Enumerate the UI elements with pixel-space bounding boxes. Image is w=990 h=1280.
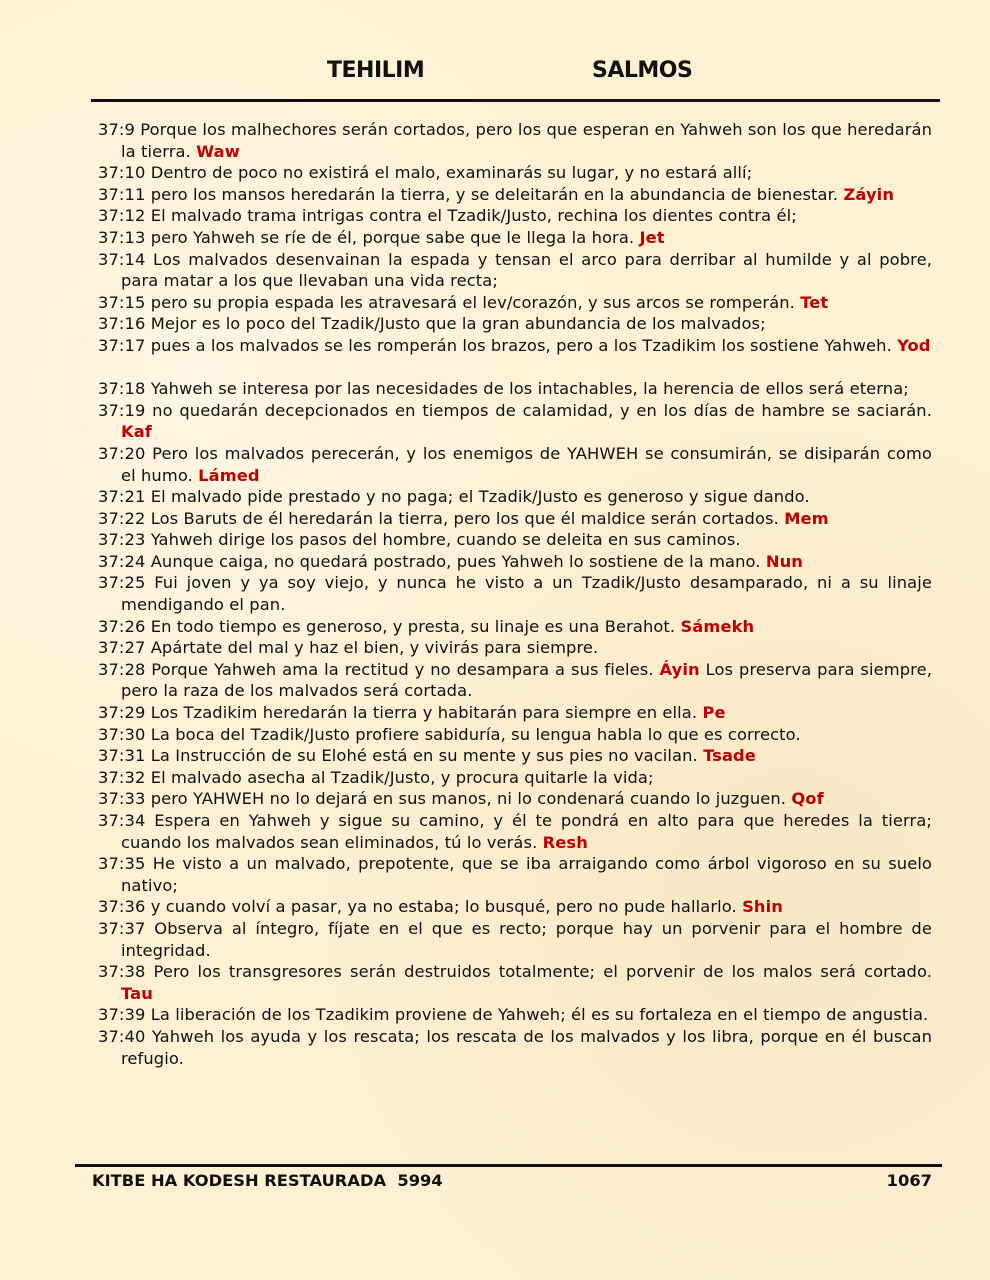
- verse: [98, 659, 932, 702]
- verse: [98, 292, 932, 314]
- verse-text: 37:33 pero YAHWEH no lo dejará en sus manos, ni lo condenará cuando lo juzguen.: [98, 789, 787, 809]
- verse-text: 37:17 pues a los malvados se les romperán los brazos, pero a los Tzadikim los sostiene Yahweh.: [98, 335, 892, 355]
- verse-text: 37:15 pero su propia espada les atravesará el lev/corazón, y sus arcos se romperán.: [98, 292, 795, 312]
- hebrew-letter-marker: Sámekh: [680, 616, 755, 636]
- verse: [98, 443, 932, 486]
- verse-text: 37:9 Porque los malhechores serán cortados, pero los que esperan en Yahweh son los que heredarán la tierra.: [98, 120, 932, 161]
- verse-text: 37:14 Los malvados desenvainan la espada y tensan el arco para derribar al humilde y al pobre, para matar a los que llevaban una vida recta;: [98, 249, 932, 291]
- hebrew-letter-marker: Kaf: [121, 422, 152, 442]
- verse-text: 37:27 Apártate del mal y haz el bien, y vivirás para siempre.: [98, 638, 599, 658]
- verse: [98, 335, 932, 357]
- hebrew-letter-marker: Pe: [702, 703, 726, 723]
- verse-text: 37:28 Porque Yahweh ama la rectitud y no desampara a sus fieles.: [98, 659, 654, 679]
- hebrew-letter-marker: Lámed: [198, 465, 260, 485]
- verse-text: 37:16 Mejor es lo poco del Tzadik/Justo que la gran abundancia de los malvados;: [98, 314, 766, 334]
- hebrew-letter-marker: Tau: [121, 983, 153, 1003]
- verse: [98, 551, 932, 573]
- verse: [98, 227, 932, 249]
- verse-text: 37:38 Pero los transgresores serán destruidos totalmente; el porvenir de los malos será cortado.: [98, 962, 932, 982]
- verse-text: 37:40 Yahweh los ayuda y los rescata; los rescata de los malvados y los libra, porque en él buscan refugio.: [98, 1026, 932, 1068]
- verse: [98, 162, 932, 184]
- verse-text: 37:34 Espera en Yahweh y sigue su camino, y él te pondrá en alto para que heredes la tierra; cuando los malvados sean eliminados, tú lo verás.: [98, 811, 932, 852]
- paragraph-gap: [98, 357, 932, 379]
- verse: [98, 119, 932, 162]
- verse-text: 37:21 El malvado pide prestado y no paga; el Tzadik/Justo es generoso y sigue dando.: [98, 487, 810, 507]
- verse: [98, 810, 932, 853]
- verse: [98, 378, 932, 400]
- hebrew-letter-marker: Tet: [800, 292, 829, 312]
- verse-text: 37:25 Fui joven y ya soy viejo, y nunca he visto a un Tzadik/Justo desamparado, ni a su linaje mendigando el pan.: [98, 573, 932, 615]
- page-header: [0, 58, 990, 92]
- verse-text: 37:32 El malvado asecha al Tzadik/Justo, y procura quitarle la vida;: [98, 767, 654, 787]
- verse-text-continued: Los preserva para siempre, pero la raza de los malvados será cortada.: [121, 659, 932, 701]
- verse: [98, 1026, 932, 1069]
- verse-text: 37:18 Yahweh se interesa por las necesidades de los intachables, la herencia de ellos será eterna;: [98, 379, 909, 399]
- verse: [98, 896, 932, 918]
- verse: [98, 313, 932, 335]
- verse-text: 37:11 pero los mansos heredarán la tierra, y se deleitarán en la abundancia de bienestar.: [98, 184, 839, 204]
- verse: [98, 724, 932, 746]
- verse: [98, 745, 932, 767]
- hebrew-letter-marker: Záyin: [843, 184, 895, 204]
- verse-text: 37:12 El malvado trama intrigas contra el Tzadik/Justo, rechina los dientes contra él;: [98, 206, 797, 226]
- footer-book-title: KITBE HA KODESH RESTAURADA 5994: [92, 1171, 443, 1190]
- verse-text: 37:13 pero Yahweh se ríe de él, porque sabe que le llega la hora.: [98, 227, 635, 247]
- verse-text: 37:24 Aunque caiga, no quedará postrado, pues Yahweh lo sostiene de la mano.: [98, 551, 761, 571]
- hebrew-letter-marker: Tsade: [703, 746, 756, 766]
- verse: [98, 249, 932, 292]
- verse-text: 37:36 y cuando volví a pasar, ya no estaba; lo busqué, pero no pude hallarlo.: [98, 897, 737, 917]
- verse: [98, 184, 932, 206]
- verse-text: 37:19 no quedarán decepcionados en tiempos de calamidad, y en los días de hambre se saciarán.: [98, 400, 932, 420]
- hebrew-letter-marker: Mem: [784, 508, 829, 528]
- header-rule: [91, 99, 940, 102]
- verse-text: 37:23 Yahweh dirige los pasos del hombre, cuando se deleita en sus caminos.: [98, 530, 741, 550]
- verse: [98, 400, 932, 443]
- hebrew-letter-marker: Shin: [742, 897, 783, 917]
- verse-text: 37:39 La liberación de los Tzadikim proviene de Yahweh; él es su fortaleza en el tiempo de angustia.: [98, 1005, 929, 1025]
- verse-text: 37:22 Los Baruts de él heredarán la tierra, pero los que él maldice serán cortados.: [98, 508, 779, 528]
- verse: [98, 767, 932, 789]
- hebrew-letter-marker: Nun: [765, 551, 803, 571]
- hebrew-letter-marker: Áyin: [659, 659, 700, 679]
- header-title-salmos: SALMOS: [592, 58, 693, 83]
- verse: [98, 205, 932, 227]
- verse: [98, 529, 932, 551]
- verse: [98, 1004, 932, 1026]
- hebrew-letter-marker: Jet: [639, 227, 665, 247]
- hebrew-letter-marker: Resh: [542, 832, 588, 852]
- header-title-tehilim: TEHILIM: [327, 58, 425, 83]
- verse: [98, 853, 932, 896]
- verse: [98, 637, 932, 659]
- verse: [98, 918, 932, 961]
- verse-text: 37:37 Observa al íntegro, fíjate en el que es recto; porque hay un porvenir para el hombre de integridad.: [98, 918, 932, 960]
- verse-list: [98, 119, 932, 1069]
- verse: [98, 508, 932, 530]
- page-number: 1067: [886, 1171, 932, 1190]
- verse-text: 37:26 En todo tiempo es generoso, y presta, su linaje es una Berahot.: [98, 616, 676, 636]
- verse-text: 37:29 Los Tzadikim heredarán la tierra y habitarán para siempre en ella.: [98, 703, 698, 723]
- verse: [98, 572, 932, 615]
- verse-text: 37:10 Dentro de poco no existirá el malo, examinarás su lugar, y no estará allí;: [98, 163, 753, 183]
- verse: [98, 702, 932, 724]
- verse: [98, 616, 932, 638]
- verse-text: 37:30 La boca del Tzadik/Justo profiere sabiduría, su lengua habla lo que es correcto.: [98, 724, 801, 744]
- verse: [98, 486, 932, 508]
- verse-text: 37:20 Pero los malvados perecerán, y los enemigos de YAHWEH se consumirán, se disiparán como el humo.: [98, 443, 932, 485]
- hebrew-letter-marker: Qof: [791, 789, 824, 809]
- verse: [98, 961, 932, 1004]
- footer-rule: [75, 1164, 942, 1167]
- hebrew-letter-marker: Waw: [196, 141, 240, 161]
- verse: [98, 788, 932, 810]
- hebrew-letter-marker: Yod: [897, 335, 931, 355]
- verse-text: 37:31 La Instrucción de su Elohé está en su mente y sus pies no vacilan.: [98, 746, 698, 766]
- verse-text: 37:35 He visto a un malvado, prepotente, que se iba arraigando como árbol vigoroso en su suelo nativo;: [98, 854, 932, 895]
